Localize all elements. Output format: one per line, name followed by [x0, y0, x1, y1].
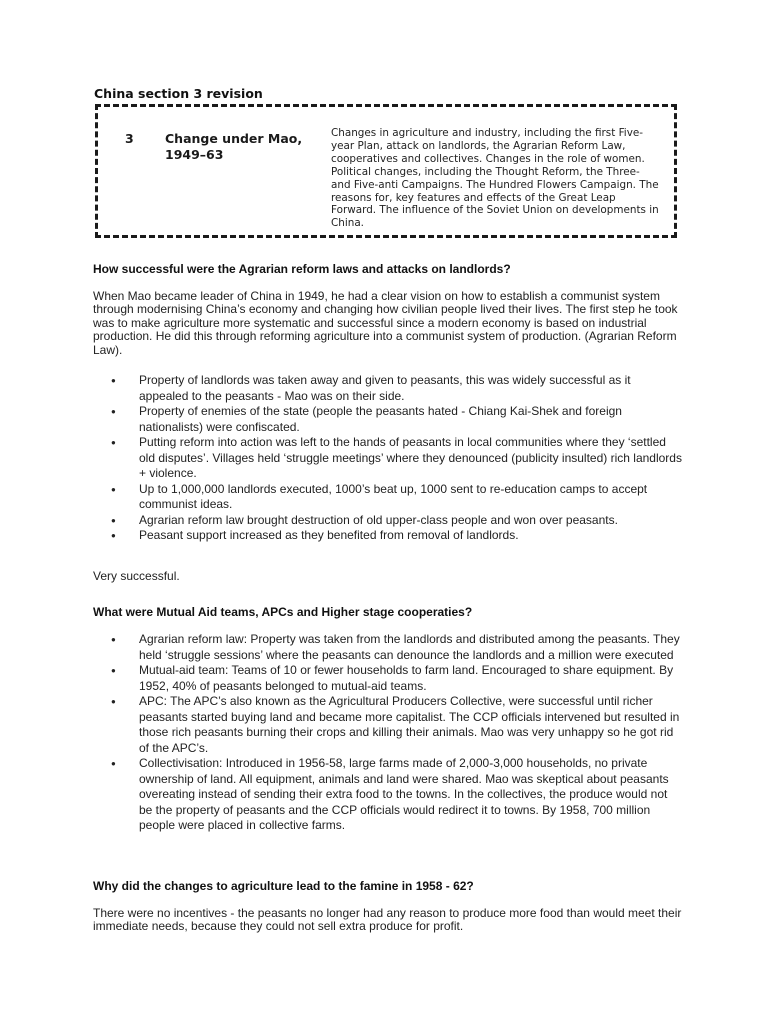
page-title: China section 3 revision [94, 86, 263, 101]
list-item: ● Agrarian reform law brought destruction of old upper-class people and won over peasants. [93, 513, 683, 529]
spec-content: Changes in agriculture and industry, including the first Five-year Plan, attack on landlords, the Agrarian Reform Law, cooperatives and collectives. Changes in the role of women. Political changes, including the Thought Reform, the Three- and Five-anti Campaigns. The Hundred Flowers Campaign. The reasons for, key features and effects of the Great Leap Forward. The influence of the Soviet Union on developments in China. [331, 127, 659, 230]
list-item: ● Property of enemies of the state (people the peasants hated - Chiang Kai-Shek and foreign nationalists) were confiscated. [93, 404, 683, 435]
spec-number: 3 [125, 131, 134, 146]
section-heading-agrarian-reform: How successful were the Agrarian reform laws and attacks on landlords? [93, 262, 511, 276]
list-item: ● Putting reform into action was left to the hands of peasants in local communities where they ‘settled old disputes’. Villages held ‘struggle meetings’ where they denounced (publicity insulted) rich landlords + violence. [93, 435, 683, 482]
agrarian-reform-list [93, 373, 683, 544]
intro-paragraph: When Mao became leader of China in 1949, he had a clear vision on how to establish a communist system through modernising China’s economy and changing how civilian people lived their lives. The first step he took was to make agriculture more systematic and successful since a modern economy is based on industrial production. He did this through reforming agriculture into a communist system of production. (Agrarian Reform Law). [93, 289, 678, 357]
list-item: ● Peasant support increased as they benefited from removal of landlords. [93, 528, 683, 544]
section-heading-cooperatives: What were Mutual Aid teams, APCs and Higher stage cooperaties? [93, 605, 473, 619]
spec-topic: Change under Mao, 1949–63 [165, 131, 303, 162]
famine-paragraph: There were no incentives - the peasants no longer had any reason to produce more food than would meet their immediate needs, because they could not sell extra produce for profit. [93, 906, 682, 934]
specification-box [95, 104, 677, 238]
list-item: ● Up to 1,000,000 landlords executed, 1000’s beat up, 1000 sent to re-education camps to accept communist ideas. [93, 482, 683, 513]
list-item: ● APC: The APC’s also known as the Agricultural Producers Collective, were successful until richer peasants started buying land and became more capitalist. The CCP officials intervened but resulted in those rich peasants burning their crops and killing their animals. Mao was very unhappy so he got rid of the APC’s. [93, 694, 683, 756]
list-item: ● Agrarian reform law: Property was taken from the landlords and distributed among the peasants. They held ‘struggle sessions’ where the peasants can denounce the landlords and a million were executed [93, 632, 683, 663]
cooperatives-list [93, 632, 683, 834]
list-item: ● Collectivisation: Introduced in 1956-58, large farms made of 2,000-3,000 households, no private ownership of land. All equipment, animals and land were shared. Mao was skeptical about peasants overeating instead of sending their extra food to the towns. In the collectives, the produce would not be the property of peasants and the CCP officials would redirect it to towns. By 1958, 700 million people were placed in collective farms. [93, 756, 683, 834]
list-item: ● Property of landlords was taken away and given to peasants, this was widely successful as it appealed to the peasants - Mao was on their side. [93, 373, 683, 404]
list-item: ● Mutual-aid team: Teams of 10 or fewer households to farm land. Encouraged to share equipment. By 1952, 40% of peasants belonged to mutual-aid teams. [93, 663, 683, 694]
conclusion-text: Very successful. [93, 569, 180, 583]
section-heading-famine: Why did the changes to agriculture lead to the famine in 1958 - 62? [93, 879, 474, 893]
